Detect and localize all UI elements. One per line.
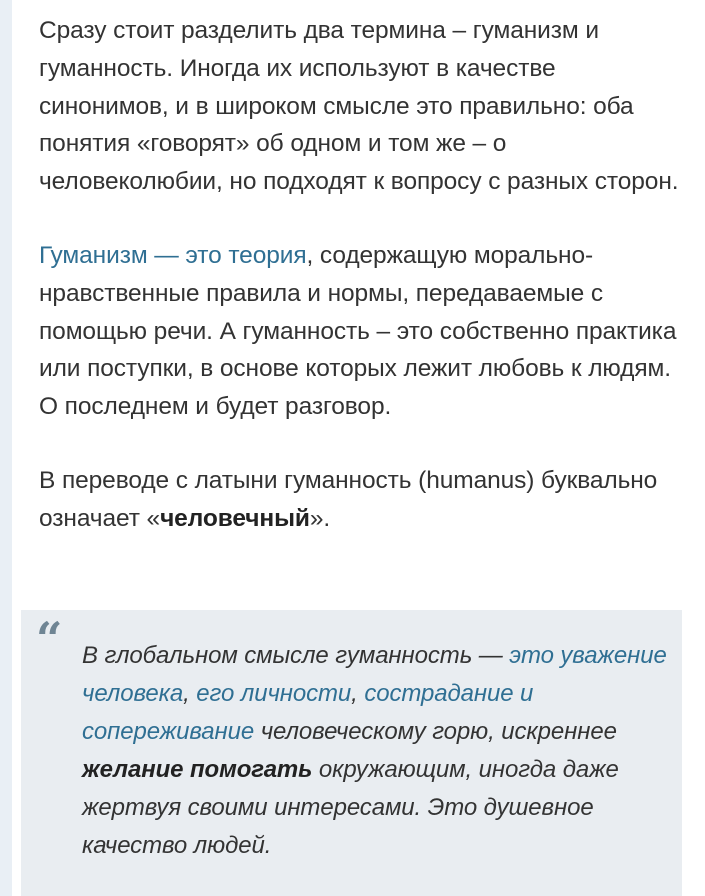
left-rail [0,0,12,896]
article-body [39,12,679,538]
quote-text-middle: человеческому горю, искреннее [254,718,617,745]
translation-text-after: ». [309,504,331,532]
personality-link[interactable]: его личности [196,680,352,707]
translation-text-before: В переводе с латыни гуманность (humanus) буквально означает « [39,466,658,532]
quote-mark-icon: “ [36,612,63,666]
quote-bold-phrase: желание помогать [82,756,313,783]
respect-link[interactable]: это уважение человека [82,642,667,707]
quote-separator: , [183,680,197,707]
blockquote [21,610,682,896]
paragraph-humanism [39,237,679,426]
quote-separator: , [351,680,365,707]
paragraph-terms [39,12,679,201]
paragraph-humanism-text: , содержащую морально-нравственные правила и нормы, передаваемые с помощью речи. А гуманность – это собственно практика или поступки, в основе которых лежит любовь к людям. О последнем и будет разговор. [39,241,677,421]
paragraph-translation [39,462,679,538]
quote-text-end: окружающим, иногда даже жертвуя своими интересами. Это душевное качество людей. [82,756,619,859]
quote-text-start: В глобальном смысле гуманность — [82,642,510,669]
paragraph-terms-text: Сразу стоит разделить два термина – гуманизм и гуманность. Иногда их используют в качестве синонимов, и в широком смысле это правильно: оба понятия «говорят» об одном и том же – о человеколюбии, но подходят к вопросу с разных сторон. [39,17,679,196]
quote-text [82,637,667,865]
compassion-link[interactable]: сострадание и сопереживание [82,680,534,745]
humanism-theory-link[interactable]: Гуманизм — это теория [39,241,307,269]
translation-bold-word: человечный [160,504,310,532]
